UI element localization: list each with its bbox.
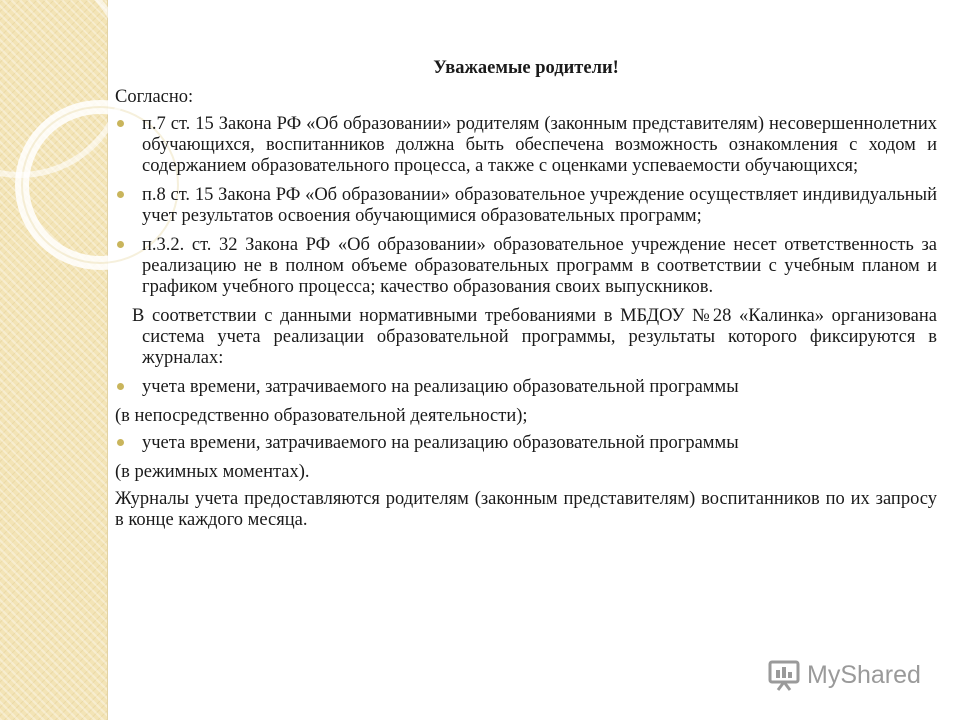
compliance-paragraph: В соответствии с данными нормативными требованиями в МБДОУ №28 «Калинка» организована система учета реализации образовательной программы, результаты которого фиксируются в журналах:	[132, 306, 937, 368]
bullet-icon	[117, 241, 124, 248]
bullet-icon	[117, 191, 124, 198]
time-note-1: (в непосредственно образовательной деятельности);	[115, 406, 528, 426]
law-bullet-text: п.7 ст. 15 Закона РФ «Об образовании» родителям (законным представителям) несовершеннолетних обучающихся, воспитанников должна быть обеспечена возможность ознакомления с ходом и содержанием образовательного процесса, а также с оценками успеваемости обучающихся;	[142, 114, 937, 176]
law-bullet-text: п.8 ст. 15 Закона РФ «Об образовании» образовательное учреждение осуществляет индивидуальный учет результатов освоения обучающимися образовательных программ;	[142, 185, 937, 226]
myshared-watermark	[767, 655, 921, 695]
bullet-icon	[117, 439, 124, 446]
law-bullet-2	[115, 185, 937, 227]
bullet-icon	[117, 120, 124, 127]
law-bullet-1	[115, 114, 937, 177]
time-bullet-2	[115, 433, 937, 454]
time-note-2: (в режимных моментах).	[115, 462, 310, 482]
slide-content	[115, 58, 937, 537]
time-bullet-1	[115, 377, 937, 398]
law-bullet-text: п.3.2. ст. 32 Закона РФ «Об образовании» образовательное учреждение несет ответственность за реализацию не в полном объеме образовательных программ в соответствии с учебным планом и графиком учебного процесса; качество образования своих выпускников.	[142, 235, 937, 297]
time-bullet-text: учета времени, затрачиваемого на реализацию образовательной программы	[142, 377, 739, 397]
law-bullet-3	[115, 235, 937, 298]
slide-title: Уважаемые родители!	[433, 58, 619, 78]
watermark-text: MyShared	[807, 660, 921, 689]
closing-paragraph: Журналы учета предоставляются родителям (законным представителям) воспитанников по их запросу в конце каждого месяца.	[115, 489, 937, 530]
intro-text: Согласно:	[115, 87, 194, 107]
time-bullet-text: учета времени, затрачиваемого на реализацию образовательной программы	[142, 433, 739, 453]
presentation-board-icon	[767, 658, 801, 692]
bullet-icon	[117, 383, 124, 390]
